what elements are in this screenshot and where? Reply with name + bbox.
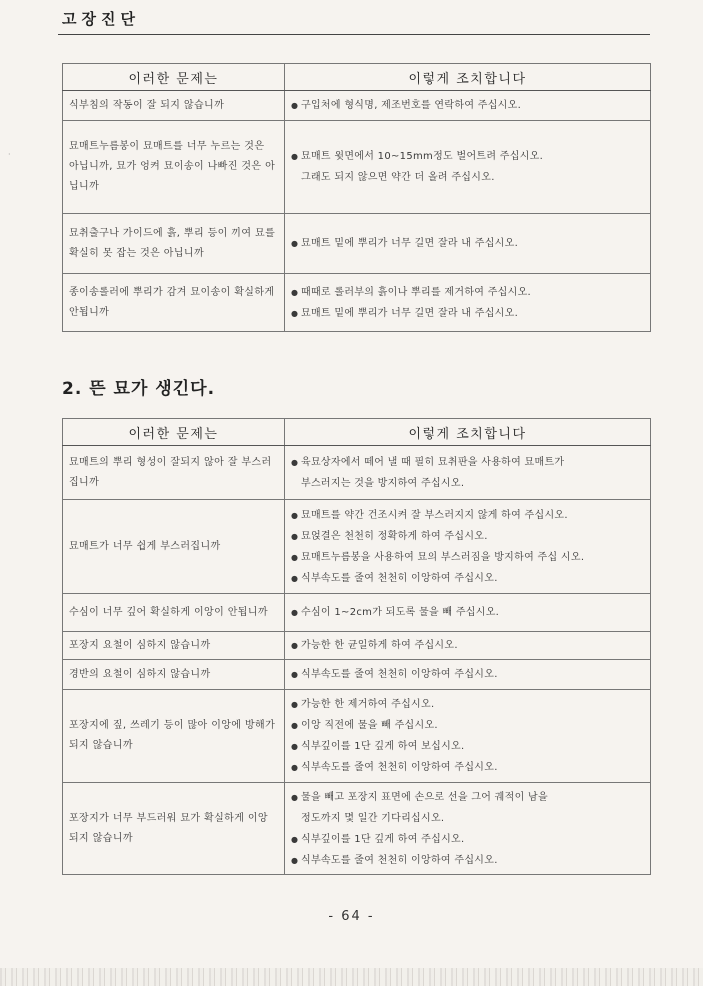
problem-cell: 포장지가 너무 부드러워 묘가 확실하게 이앙되지 않습니까 bbox=[63, 783, 285, 875]
bullet-icon: ● bbox=[291, 742, 299, 751]
bullet-icon: ● bbox=[291, 608, 299, 617]
action-line: ● 묘매트 윗면에서 10~15mm정도 벌어트려 주십시오. bbox=[291, 146, 644, 167]
action-line: ● 때때로 롤러부의 흙이나 뿌리를 제거하여 주십시오. bbox=[291, 282, 644, 303]
bullet-icon: ● bbox=[291, 721, 299, 730]
troubleshooting-table-2 bbox=[62, 418, 651, 875]
problem-cell: 포장지 요철이 심하지 않습니까 bbox=[63, 632, 285, 660]
table-row bbox=[63, 660, 651, 690]
action-line: ● 이앙 직전에 물을 빼 주십시오. bbox=[291, 715, 644, 736]
action-cell bbox=[285, 91, 651, 121]
table-row bbox=[63, 214, 651, 274]
bullet-icon: ● bbox=[291, 700, 299, 709]
problem-cell: 묘매트의 뿌리 형성이 잘되지 않아 잘 부스러집니까 bbox=[63, 446, 285, 500]
action-line: ● 물을 빼고 포장지 표면에 손으로 선을 그어 궤적이 남을 bbox=[291, 787, 644, 808]
action-cell bbox=[285, 214, 651, 274]
action-cell bbox=[285, 632, 651, 660]
scan-edge bbox=[0, 968, 703, 986]
action-line: ● 식부깊이를 1단 깊게 하여 보십시오. bbox=[291, 736, 644, 757]
action-cell bbox=[285, 121, 651, 214]
problem-cell: 묘매트누름봉이 묘매트를 너무 누르는 것은 아닙니까, 묘가 엉켜 묘이송이 나빠진 것은 아닙니까 bbox=[63, 121, 285, 214]
problem-cell: 경반의 요철이 심하지 않습니까 bbox=[63, 660, 285, 690]
action-line: 정도까지 몇 일간 기다리십시오. bbox=[301, 812, 445, 824]
bullet-icon: ● bbox=[291, 287, 299, 297]
bullet-icon: ● bbox=[291, 531, 299, 541]
problem-cell: 종이송롤러에 뿌리가 감겨 묘이송이 확실하게 안됩니까 bbox=[63, 274, 285, 332]
action-cell bbox=[285, 783, 651, 875]
bullet-icon: ● bbox=[291, 152, 299, 161]
action-cell bbox=[285, 660, 651, 690]
action-line: ● 가능한 한 제거하여 주십시오. bbox=[291, 694, 644, 715]
column-header-problem: 이러한 문제는 bbox=[63, 419, 285, 446]
table-row bbox=[63, 690, 651, 783]
troubleshooting-table-1 bbox=[62, 63, 651, 332]
bullet-icon: ● bbox=[291, 834, 299, 844]
action-line: ● 묘매트를 약간 건조시켜 잘 부스러지지 않게 하여 주십시오. bbox=[291, 505, 644, 526]
bullet-icon: ● bbox=[291, 670, 299, 679]
bullet-icon: ● bbox=[291, 763, 299, 772]
bullet-icon: ● bbox=[291, 308, 299, 318]
bullet-icon: ● bbox=[291, 855, 299, 865]
problem-cell: 수심이 너무 깊어 확실하게 이앙이 안됩니까 bbox=[63, 594, 285, 632]
column-header-problem: 이러한 문제는 bbox=[63, 64, 285, 91]
page-number: - 64 - bbox=[328, 909, 375, 924]
problem-cell: 묘매트가 너무 쉽게 부스러집니까 bbox=[63, 500, 285, 594]
action-line: ● 육묘상자에서 떼어 낼 때 필히 묘취판을 사용하여 묘매트가 bbox=[291, 452, 644, 473]
bullet-icon: ● bbox=[291, 552, 299, 562]
table-row bbox=[63, 632, 651, 660]
bullet-icon: ● bbox=[291, 792, 299, 802]
action-cell bbox=[285, 274, 651, 332]
action-line: ● 수심이 1~2cm가 되도록 물을 빼 주십시오. bbox=[291, 602, 644, 623]
header-rule bbox=[58, 34, 650, 35]
action-line: ● 묘매트누름봉을 사용하여 묘의 부스러짐을 방지하여 주십 시오. bbox=[291, 547, 644, 568]
action-line: ● 식부깊이를 1단 깊게 하여 주십시오. bbox=[291, 829, 644, 850]
action-line: ● 식부속도를 줄여 천천히 이앙하여 주십시오. bbox=[291, 664, 644, 685]
action-line: 그래도 되지 않으면 약간 더 올려 주십시오. bbox=[301, 172, 495, 183]
column-header-action: 이렇게 조치합니다 bbox=[285, 419, 651, 446]
action-line: ● 묘매트 밑에 뿌리가 너무 길면 잘라 내 주십시오. bbox=[291, 303, 644, 324]
table-row bbox=[63, 121, 651, 214]
table-row bbox=[63, 274, 651, 332]
action-cell bbox=[285, 594, 651, 632]
action-cell bbox=[285, 500, 651, 594]
action-cell bbox=[285, 690, 651, 783]
problem-cell: 묘취출구나 가이드에 흙, 뿌리 등이 끼여 묘를 확실히 못 잡는 것은 아닙니까 bbox=[63, 214, 285, 274]
bullet-icon: ● bbox=[291, 101, 299, 110]
bullet-icon: ● bbox=[291, 239, 299, 248]
page-header-title: 고장진단 bbox=[62, 10, 140, 28]
action-line: ● 식부속도를 줄여 천천히 이앙하여 주십시오. bbox=[291, 568, 644, 589]
bullet-icon: ● bbox=[291, 457, 299, 467]
table-row bbox=[63, 783, 651, 875]
section-title: 2. 뜬 묘가 생긴다. bbox=[62, 379, 216, 399]
bullet-icon: ● bbox=[291, 510, 299, 520]
action-line: ● 가능한 한 균일하게 하여 주십시오. bbox=[291, 635, 644, 656]
action-line: 부스러지는 것을 방지하여 주십시오. bbox=[301, 477, 465, 489]
action-line: ● 식부속도를 줄여 천천히 이앙하여 주십시오. bbox=[291, 757, 644, 778]
action-cell bbox=[285, 446, 651, 500]
table-row bbox=[63, 594, 651, 632]
table-row bbox=[63, 500, 651, 594]
bullet-icon: ● bbox=[291, 573, 299, 583]
problem-cell: 식부침의 작동이 잘 되지 않습니까 bbox=[63, 91, 285, 121]
problem-cell: 포장지에 짚, 쓰레기 등이 많아 이앙에 방해가 되지 않습니까 bbox=[63, 690, 285, 783]
action-line: ● 구입처에 형식명, 제조번호를 연락하여 주십시오. bbox=[291, 95, 644, 116]
action-line: ● 묘얹결은 천천히 정확하게 하여 주십시오. bbox=[291, 526, 644, 547]
margin-mark: · bbox=[8, 150, 11, 159]
table-row bbox=[63, 446, 651, 500]
bullet-icon: ● bbox=[291, 641, 299, 650]
column-header-action: 이렇게 조치합니다 bbox=[285, 64, 651, 91]
table-row bbox=[63, 91, 651, 121]
action-line: ● 식부속도를 줄여 천천히 이앙하여 주십시오. bbox=[291, 850, 644, 871]
action-line: ● 묘매트 밑에 뿌리가 너무 길면 잘라 내 주십시오. bbox=[291, 233, 644, 254]
